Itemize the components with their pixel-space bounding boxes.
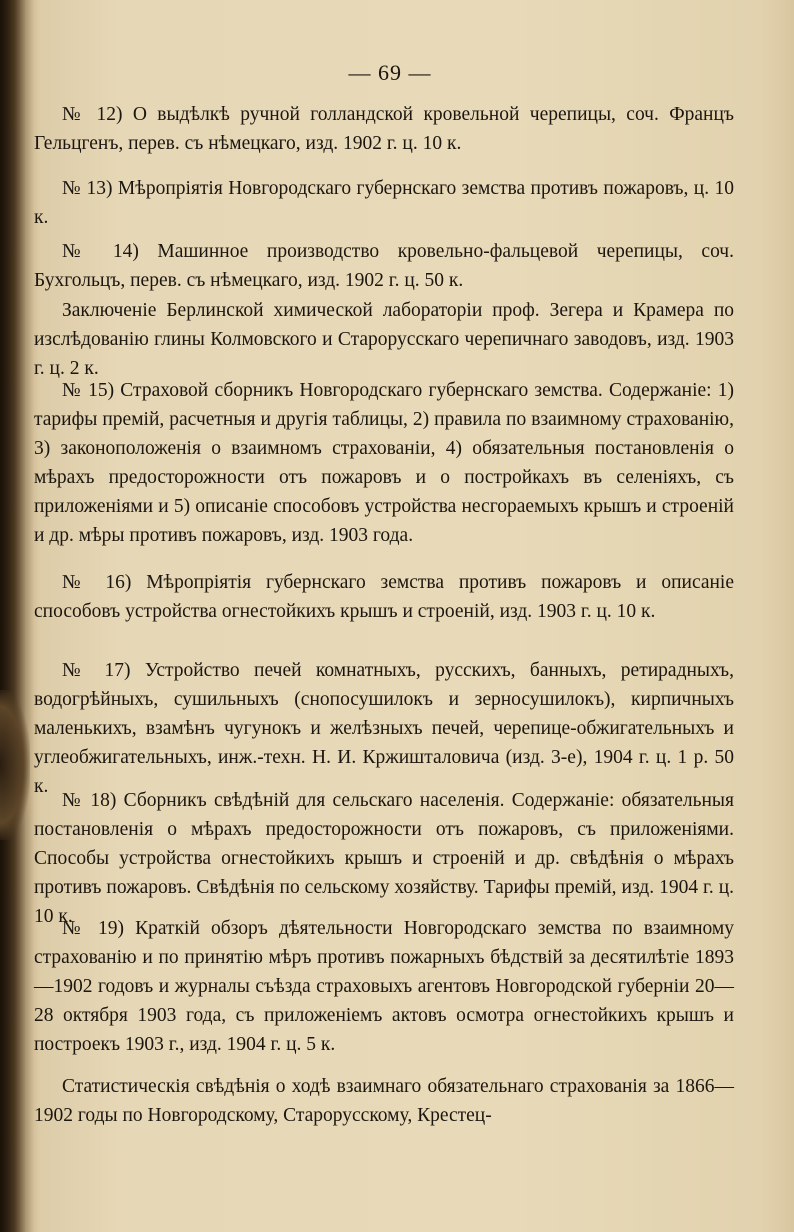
entry-12: № 12) О выдѣлкѣ ручной голландской кровельной черепицы, соч. Францъ Гельцгенъ, перев. съ нѣмецкаго, изд. 1902 г. ц. 10 к. bbox=[34, 104, 734, 154]
page-content bbox=[34, 0, 746, 1232]
book-spine-shadow bbox=[0, 0, 34, 1232]
entry-16: № 16) Мѣропріятія губернскаго земства противъ пожаровъ и описаніе способовъ устройства огнестойкихъ крышъ и строеній, изд. 1903 г. ц. 10 к. bbox=[34, 572, 734, 622]
entry-13: № 13) Мѣропріятія Новгородскаго губернскаго земства противъ пожаровъ, ц. 10 к. bbox=[34, 178, 734, 228]
entry-14: № 14) Машинное производство кровельно-фальцевой черепицы, соч. Бухгольцъ, перев. съ нѣмецкаго, изд. 1902 г. ц. 50 к. bbox=[34, 241, 734, 291]
entry-19: № 19) Краткій обзоръ дѣятельности Новгородскаго земства по взаимному страхованію и по принятію мѣръ противъ пожарныхъ бѣдствій за десятилѣтіе 1893—1902 годовъ и журналы съѣзда страховыхъ агентовъ Новгородской губерніи 20—28 октября 1903 года, съ приложеніемъ актовъ осмотра огнестойкихъ крышъ и построекъ 1903 г., изд. 1904 г. ц. 5 к. bbox=[34, 918, 734, 1055]
entry-15: № 15) Страховой сборникъ Новгородскаго губернскаго земства. Содержаніе: 1) тарифы премій, расчетныя и другія таблицы, 2) правила по взаимному страхованію, 3) законоположенія о взаимномъ страхованіи, 4) обязательныя постановленія о мѣрахъ предосторожности отъ пожаровъ и о постройкахъ въ селеніяхъ, съ приложеніями и 5) описаніе способовъ устройства несгораемыхъ крышъ и строеній и др. мѣры противъ пожаровъ, изд. 1903 года. bbox=[34, 380, 734, 546]
page-tear-mark bbox=[0, 690, 30, 840]
entry-statistics: Статистическія свѣдѣнія о ходѣ взаимнаго обязательнаго страхованія за 1866—1902 годы по Новгородскому, Старорусскому, Крестец- bbox=[34, 1076, 734, 1126]
entry-18: № 18) Сборникъ свѣдѣній для сельскаго населенія. Содержаніе: обязательныя постановленія о мѣрахъ предосторожности отъ пожаровъ, съ приложеніями. Способы устройства огнестойкихъ крышъ и строеній и др. свѣдѣнія о мѣрахъ противъ пожаровъ. Свѣдѣнія по сельскому хозяйству. Тарифы премій, изд. 1904 г. ц. 10 к. bbox=[34, 790, 734, 927]
page-number: — 69 — bbox=[348, 60, 432, 85]
entry-lab-conclusion: Заключеніе Берлинской химической лабораторіи проф. Зегера и Крамера по изслѣдованію глины Колмовского и Старорусскаго черепичнаго заводовъ, изд. 1903 г. ц. 2 к. bbox=[34, 300, 734, 379]
entry-17: № 17) Устройство печей комнатныхъ, русскихъ, банныхъ, ретирадныхъ, водогрѣйныхъ, сушильныхъ (снопосушилокъ и зерносушилокъ), кирпичныхъ маленькихъ, взамѣнъ чугунокъ и желѣзныхъ печей, черепице-обжигательныхъ и углеобжигательныхъ, инж.-техн. Н. И. Кржишталовича (изд. 3-е), 1904 г. ц. 1 р. 50 к. bbox=[34, 660, 734, 797]
